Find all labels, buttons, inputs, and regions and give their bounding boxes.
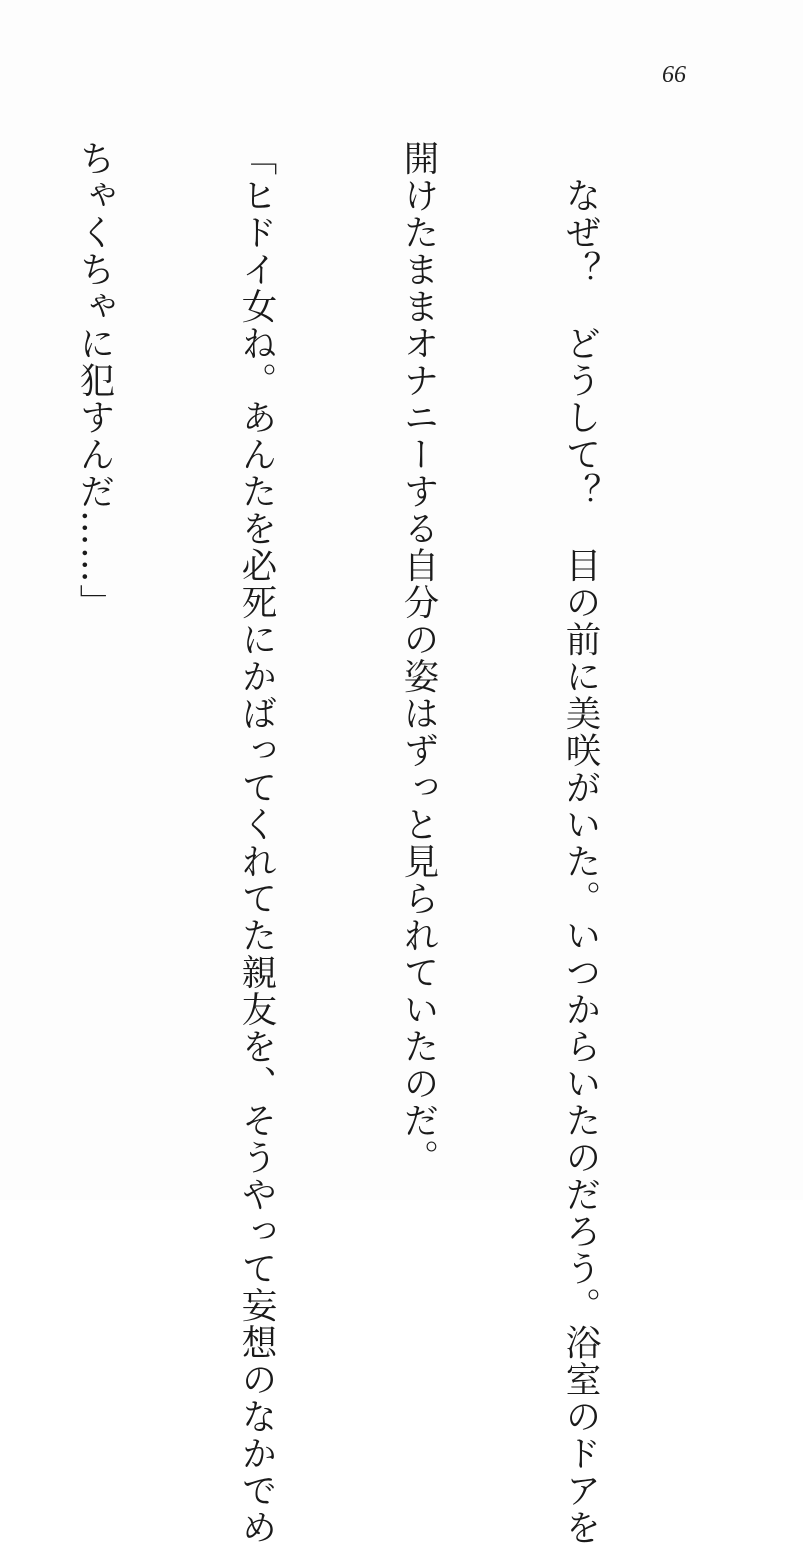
text-line: なぜ？ どうして？ 目の前に美咲がいた。いつからいたのだろう。浴室のドアを — [560, 140, 601, 1546]
body-text — [0, 140, 715, 1546]
text-line: 「ヒドイ女ね。あんたを必死にかばってくれてた親友を、そうやって妄想のなかでめ — [236, 140, 277, 1546]
text-line: ちゃくちゃに犯すんだ……」 — [74, 140, 115, 621]
page-number: 66 — [662, 62, 686, 88]
text-line: 開けたままオナニーする自分の姿はずっと見られていたのだ。 — [398, 140, 439, 1176]
